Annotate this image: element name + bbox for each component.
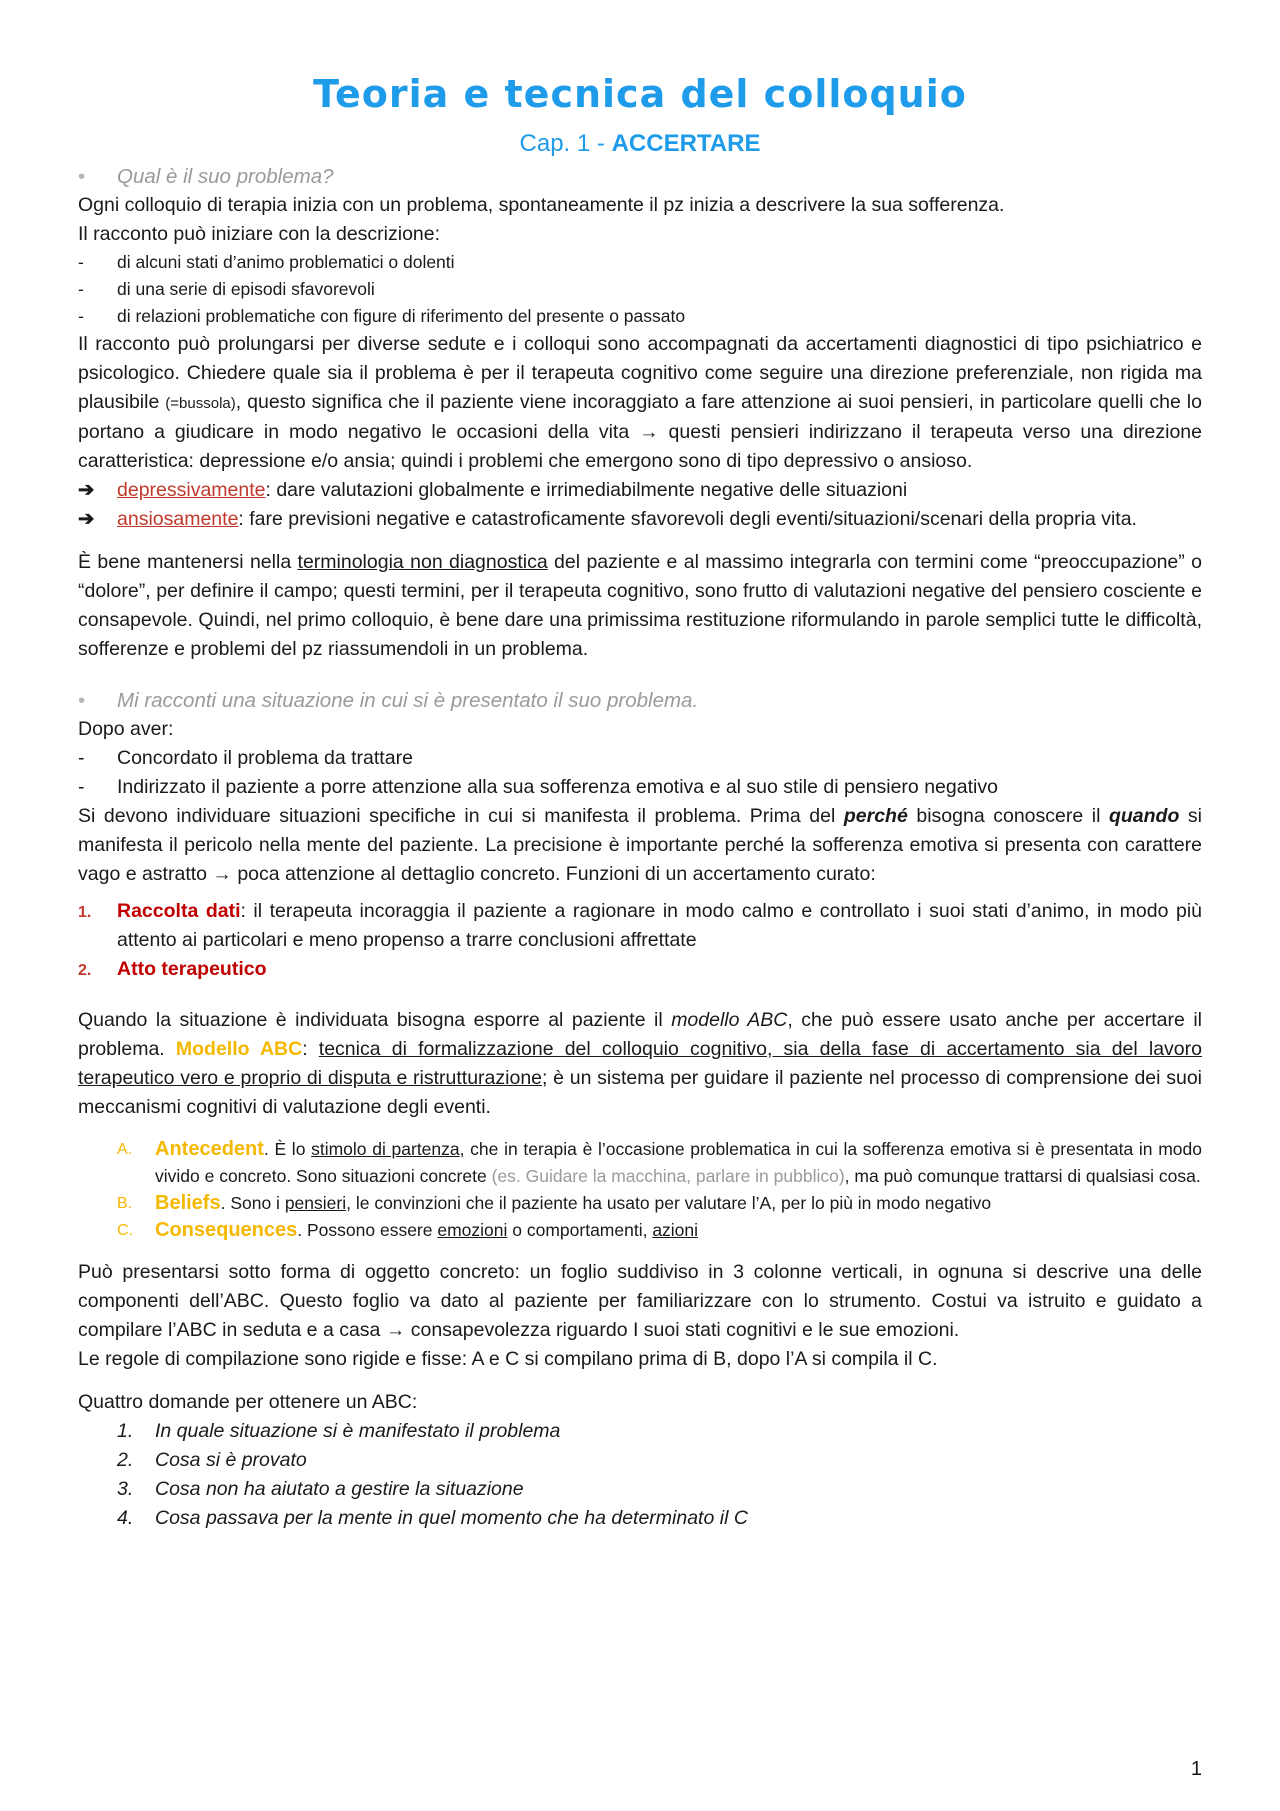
document-page	[78, 72, 1202, 1533]
dash-marker: -	[78, 776, 85, 798]
list-item: ➔ depressivamente: dare valutazioni globalmente e irrimediabilmente negative delle situazioni	[78, 476, 1202, 505]
list-item: - di una serie di episodi sfavorevoli	[78, 276, 1202, 303]
list-item: 2. Atto terapeutico	[78, 958, 267, 980]
paragraph: Può presentarsi sotto forma di oggetto concreto: un foglio suddiviso in 3 colonne verticali, in ognuna si descrive una delle componenti dell’ABC. Questo foglio va dato al paziente per familiarizzare con lo strumento. Costui va istruito e guidato a compilare l’ABC in seduta e a casa → consapevolezza riguardo I suoi stati cognitivi e le sue emozioni.	[78, 1261, 1202, 1341]
chapter-heading	[78, 130, 1202, 158]
list-item: 2. Cosa si è provato	[117, 1449, 307, 1471]
abc-item-c: C. Consequences. Possono essere emozioni o comportamenti, azioni	[117, 1219, 699, 1241]
list-item: ➔ ansiosamente: fare previsioni negative e catastroficamente sfavorevoli degli eventi/situazioni/scenari della propria vita.	[78, 505, 1202, 534]
paragraph: Si devono individuare situazioni specifiche in cui si manifesta il problema. Prima del perché bisogna conoscere il quando si manifesta il pericolo nella mente del paziente. La precisione è importante perché la sofferenza emotiva si presenta con carattere vago e astratto → poca attenzione al dettaglio concreto. Funzioni di un accertamento curato:	[78, 805, 1203, 885]
list-item: 3. Cosa non ha aiutato a gestire la situazione	[117, 1478, 524, 1500]
abc-item-b: B. Beliefs. Sono i pensieri, le convinzioni che il paziente ha usato per valutare l’A, per lo più in modo negativo	[117, 1192, 992, 1214]
arrow-icon: ➔	[78, 508, 95, 530]
section-question-1: • Qual è il suo problema?	[78, 162, 1202, 191]
paragraph: Dopo aver:	[78, 718, 174, 740]
chapter-name: ACCERTARE	[611, 130, 761, 157]
dash-marker: -	[78, 747, 85, 769]
bullet-icon: •	[78, 689, 86, 712]
list-item: - Concordato il problema da trattare	[78, 744, 1202, 773]
list-item: 1. In quale situazione si è manifestato il problema	[117, 1420, 561, 1442]
list-item: 1. Raccolta dati: il terapeuta incoraggia il paziente a ragionare in modo calmo e controllato i suoi stati d’animo, in modo più attento ai particolari e meno propenso a trarre conclusioni affrettate	[78, 900, 1202, 951]
arrow-icon: ➔	[78, 479, 95, 501]
paragraph: Ogni colloquio di terapia inizia con un problema, spontaneamente il pz inizia a descrivere la sua sofferenza.	[78, 194, 1005, 216]
paragraph: Il racconto può prolungarsi per diverse sedute e i colloqui sono accompagnati da accertamenti diagnostici di tipo psichiatrico e psicologico. Chiedere quale sia il problema è per il terapeuta cognitivo come seguire una direzione preferenziale, non rigida ma plausibile (=bussola), questo significa che il paziente viene incoraggiato a fare attenzione ai suoi pensieri, in particolare quelli che lo portano a giudicare in modo negativo le occasioni della vita → questi pensieri indirizzano il terapeuta verso una direzione caratteristica: depressione e/o ansia; quindi i problemi che emergono sono di tipo depressivo o ansioso.	[78, 333, 1202, 472]
page-number: 1	[1190, 1758, 1202, 1780]
section-question-2: • Mi racconti una situazione in cui si è presentato il suo problema.	[78, 686, 1202, 715]
dash-marker: -	[78, 252, 84, 272]
paragraph: Le regole di compilazione sono rigide e fisse: A e C si compilano prima di B, dopo l’A si compila il C.	[78, 1348, 938, 1370]
dash-marker: -	[78, 279, 84, 299]
list-item: - Indirizzato il paziente a porre attenzione alla sua sofferenza emotiva e al suo stile di pensiero negativo	[78, 773, 1202, 802]
paragraph: Quattro domande per ottenere un ABC:	[78, 1391, 418, 1413]
abc-item-a: A. Antecedent. È lo stimolo di partenza, che in terapia è l’occasione problematica in cui la sofferenza emotiva si è presentata in modo vivido e concreto. Sono situazioni concrete (es. Guidare la macchina, parlare in pubblico), ma può comunque trattarsi di qualsiasi cosa.	[117, 1138, 1202, 1186]
list-item: - di alcuni stati d’animo problematici o dolenti	[78, 249, 1202, 276]
document-title: Teoria e tecnica del colloquio	[313, 72, 967, 116]
chapter-prefix: Cap. 1 -	[519, 130, 612, 157]
paragraph: È bene mantenersi nella terminologia non diagnostica del paziente e al massimo integrarla con termini come “preoccupazione” o “dolore”, per definire il campo; questi termini, per il terapeuta cognitivo, sono frutto di valutazioni negative del pensiero cosciente e consapevole. Quindi, nel primo colloquio, è bene dare una primissima restituzione riformulando in parole semplici tutte le difficoltà, sofferenze e problemi del pz riassumendoli in un problema.	[78, 551, 1202, 660]
list-item: - di relazioni problematiche con figure di riferimento del presente o passato	[78, 303, 1202, 330]
dash-marker: -	[78, 306, 84, 326]
paragraph: Quando la situazione è individuata bisogna esporre al paziente il modello ABC, che può essere usato anche per accertare il problema. Modello ABC: tecnica di formalizzazione del colloquio cognitivo, sia della fase di accertamento sia del lavoro terapeutico vero e proprio di disputa e ristrutturazione; è un sistema per guidare il paziente nel processo di comprensione dei suoi meccanismi cognitivi di valutazione degli eventi.	[78, 1009, 1203, 1118]
paragraph: Il racconto può iniziare con la descrizione:	[78, 223, 441, 245]
list-item: 4. Cosa passava per la mente in quel momento che ha determinato il C	[117, 1507, 748, 1529]
bullet-icon: •	[78, 165, 86, 188]
